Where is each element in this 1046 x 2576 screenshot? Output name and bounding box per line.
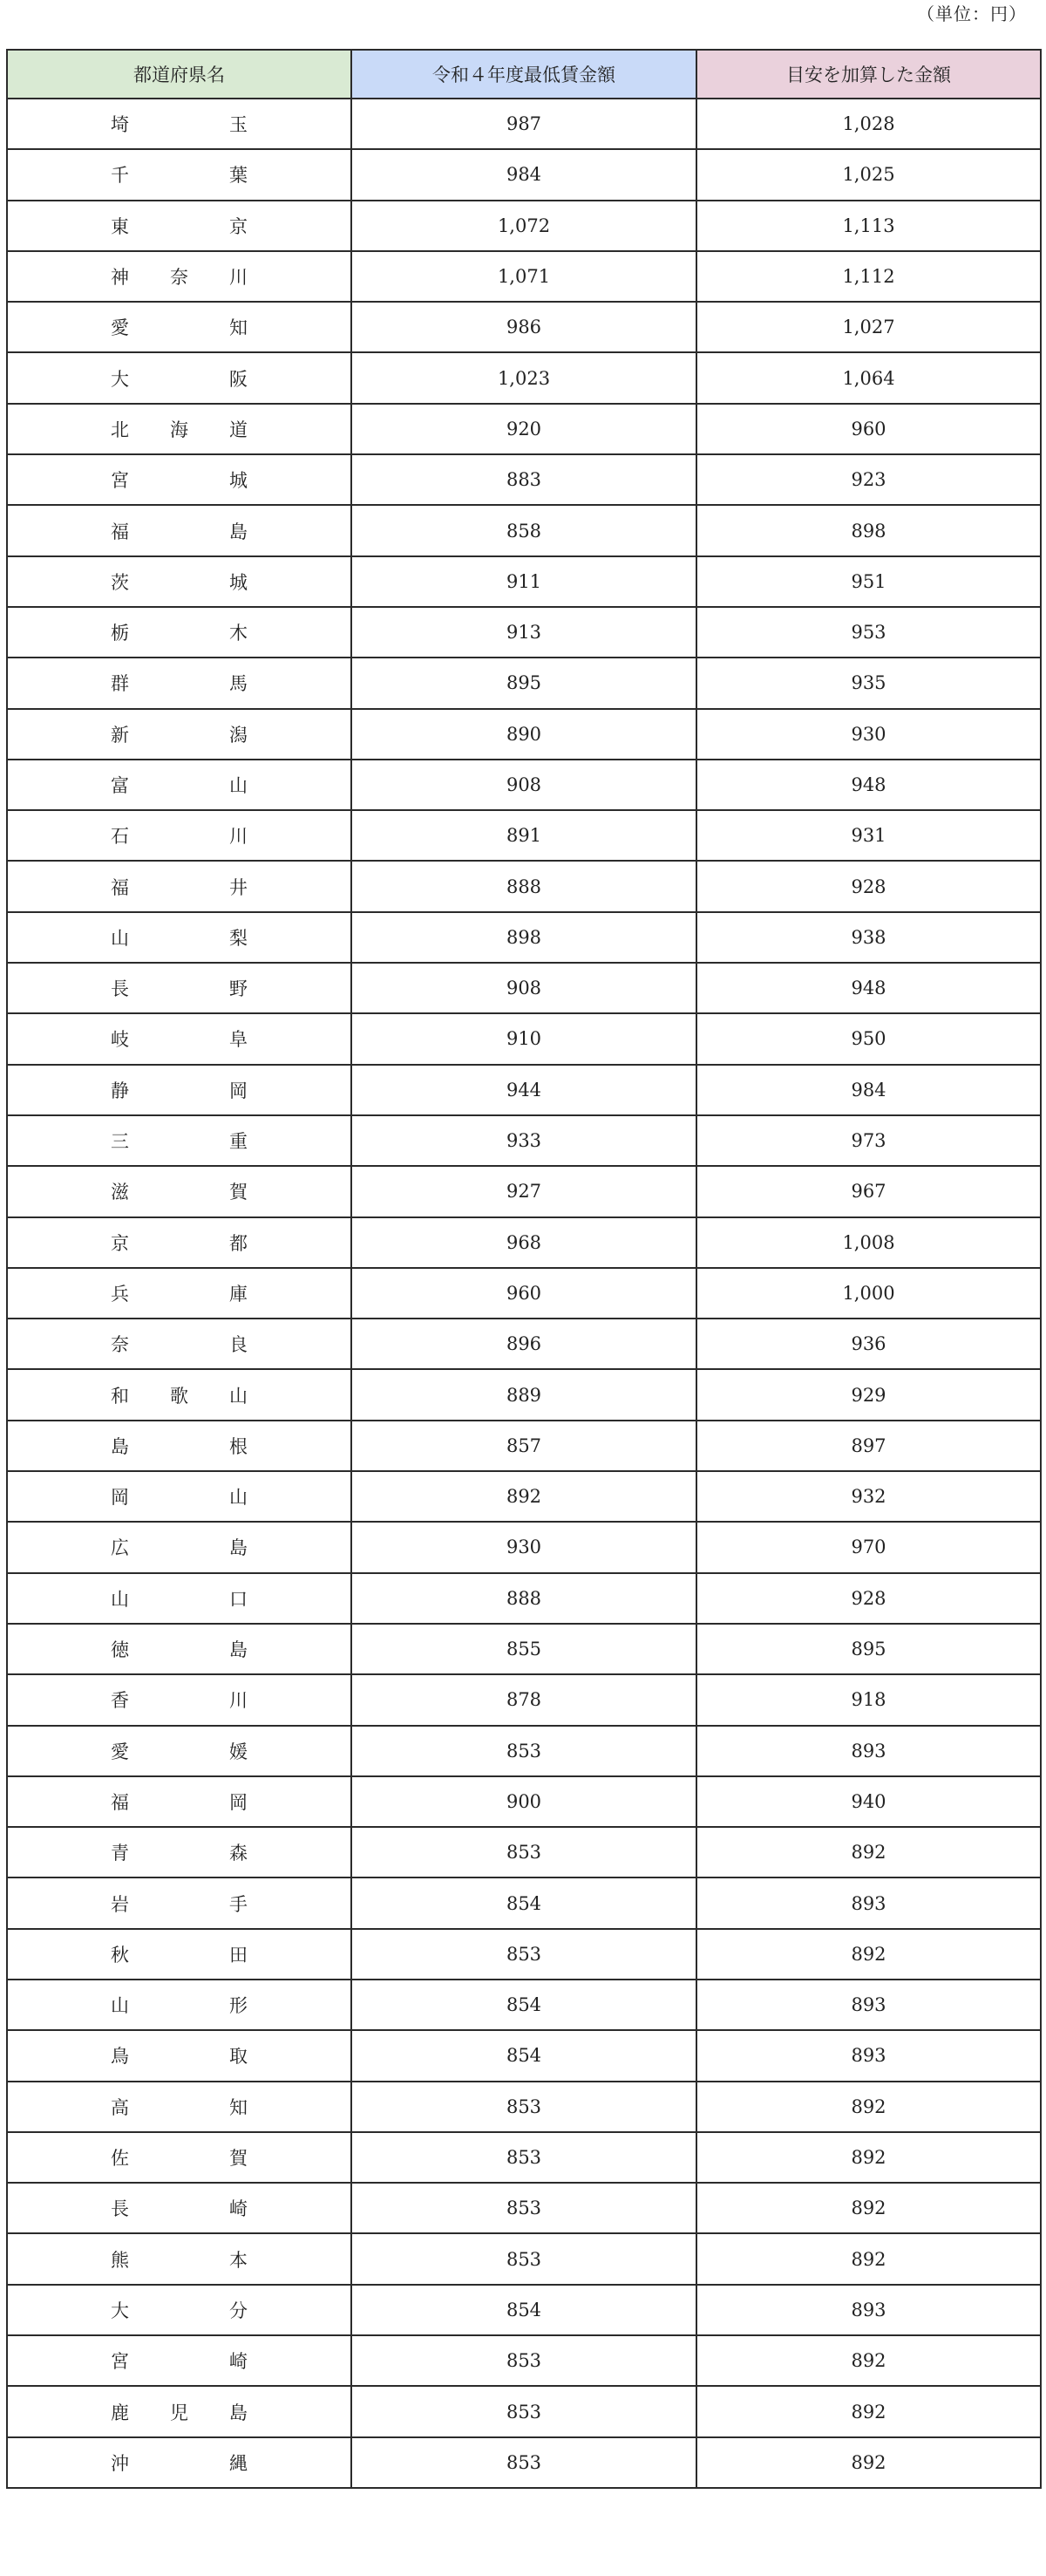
prefecture-name: 大 分 — [111, 2300, 248, 2321]
cell-with-target: 948 — [696, 760, 1041, 810]
table-row — [7, 251, 1041, 302]
cell-prefecture — [7, 1013, 351, 1064]
cell-with-target: 938 — [696, 912, 1041, 963]
table-row — [7, 709, 1041, 760]
table-row — [7, 1522, 1041, 1572]
prefecture-name: 山 形 — [111, 1995, 248, 2017]
prefecture-name: 京 都 — [111, 1232, 248, 1254]
cell-min-wage: 895 — [351, 658, 696, 708]
cell-with-target: 940 — [696, 1776, 1041, 1827]
prefecture-name: 島 根 — [111, 1435, 248, 1457]
cell-min-wage: 984 — [351, 149, 696, 200]
cell-prefecture — [7, 2437, 351, 2488]
cell-prefecture — [7, 1726, 351, 1776]
cell-with-target: 936 — [696, 1319, 1041, 1369]
cell-prefecture — [7, 2285, 351, 2335]
prefecture-name: 岡 山 — [111, 1487, 248, 1509]
cell-prefecture — [7, 149, 351, 200]
table-row — [7, 1827, 1041, 1877]
prefecture-name: 秋 田 — [111, 1944, 248, 1966]
cell-prefecture — [7, 201, 351, 251]
prefecture-name: 徳 島 — [111, 1639, 248, 1661]
prefecture-name: 栃 木 — [111, 623, 248, 644]
cell-min-wage: 853 — [351, 2132, 696, 2183]
prefecture-name: 新 潟 — [111, 724, 248, 746]
cell-min-wage: 853 — [351, 1827, 696, 1877]
cell-prefecture — [7, 1877, 351, 1928]
cell-with-target: 918 — [696, 1674, 1041, 1725]
header-min-wage: 令和４年度最低賃金額 — [351, 50, 696, 99]
cell-min-wage: 1,072 — [351, 201, 696, 251]
cell-with-target: 892 — [696, 2335, 1041, 2386]
cell-min-wage: 927 — [351, 1166, 696, 1216]
cell-with-target: 892 — [696, 1929, 1041, 1980]
table-row — [7, 1217, 1041, 1268]
cell-prefecture — [7, 709, 351, 760]
cell-min-wage: 900 — [351, 1776, 696, 1827]
table-row — [7, 149, 1041, 200]
table-row — [7, 2386, 1041, 2436]
prefecture-name: 埼 玉 — [111, 114, 248, 136]
cell-min-wage: 853 — [351, 2437, 696, 2488]
prefecture-name: 富 山 — [111, 775, 248, 796]
table-row — [7, 99, 1041, 149]
prefecture-name: 香 川 — [111, 1690, 248, 1712]
cell-prefecture — [7, 505, 351, 555]
cell-prefecture — [7, 1776, 351, 1827]
table-row — [7, 912, 1041, 963]
table-row — [7, 1115, 1041, 1166]
prefecture-name: 宮 城 — [111, 470, 248, 492]
cell-prefecture — [7, 1268, 351, 1319]
prefecture-name: 愛 知 — [111, 317, 248, 339]
prefecture-name: 岐 阜 — [111, 1029, 248, 1051]
prefecture-name: 山 口 — [111, 1588, 248, 1610]
cell-prefecture — [7, 1980, 351, 2030]
prefecture-name: 沖 縄 — [111, 2452, 248, 2474]
cell-min-wage: 854 — [351, 2285, 696, 2335]
prefecture-name: 愛 媛 — [111, 1741, 248, 1762]
cell-with-target: 893 — [696, 1980, 1041, 2030]
cell-min-wage: 857 — [351, 1421, 696, 1471]
cell-prefecture — [7, 1115, 351, 1166]
cell-with-target: 953 — [696, 607, 1041, 658]
cell-min-wage: 853 — [351, 1726, 696, 1776]
prefecture-name: 岩 手 — [111, 1893, 248, 1915]
table-header — [7, 50, 1041, 99]
cell-prefecture — [7, 760, 351, 810]
cell-with-target: 892 — [696, 2183, 1041, 2233]
cell-with-target: 893 — [696, 1877, 1041, 1928]
cell-min-wage: 986 — [351, 302, 696, 352]
cell-min-wage: 858 — [351, 505, 696, 555]
cell-min-wage: 883 — [351, 454, 696, 505]
table-row — [7, 1980, 1041, 2030]
cell-prefecture — [7, 1624, 351, 1674]
cell-prefecture — [7, 1827, 351, 1877]
cell-min-wage: 889 — [351, 1369, 696, 1420]
cell-prefecture — [7, 2030, 351, 2081]
table-row — [7, 2183, 1041, 2233]
cell-prefecture — [7, 1319, 351, 1369]
cell-with-target: 960 — [696, 404, 1041, 454]
cell-min-wage: 933 — [351, 1115, 696, 1166]
prefecture-name: 滋 賀 — [111, 1182, 248, 1203]
table-row — [7, 2030, 1041, 2081]
cell-min-wage: 944 — [351, 1065, 696, 1115]
cell-with-target: 1,008 — [696, 1217, 1041, 1268]
cell-prefecture — [7, 2082, 351, 2132]
cell-with-target: 892 — [696, 1827, 1041, 1877]
table-row — [7, 1674, 1041, 1725]
prefecture-name: 神 奈 川 — [111, 267, 248, 289]
cell-prefecture — [7, 251, 351, 302]
prefecture-name: 北 海 道 — [111, 419, 248, 440]
cell-min-wage: 913 — [351, 607, 696, 658]
cell-with-target: 935 — [696, 658, 1041, 708]
prefecture-name: 奈 良 — [111, 1334, 248, 1356]
cell-prefecture — [7, 607, 351, 658]
cell-prefecture — [7, 99, 351, 149]
prefecture-name: 熊 本 — [111, 2249, 248, 2271]
prefecture-name: 青 森 — [111, 1843, 248, 1864]
table-row — [7, 1268, 1041, 1319]
cell-min-wage: 853 — [351, 2386, 696, 2436]
cell-with-target: 897 — [696, 1421, 1041, 1471]
cell-min-wage: 853 — [351, 2335, 696, 2386]
prefecture-name: 和 歌 山 — [111, 1385, 248, 1407]
cell-prefecture — [7, 810, 351, 861]
cell-with-target: 930 — [696, 709, 1041, 760]
cell-min-wage: 908 — [351, 760, 696, 810]
table-row — [7, 2132, 1041, 2183]
cell-prefecture — [7, 1573, 351, 1624]
table-row — [7, 760, 1041, 810]
cell-min-wage: 853 — [351, 2082, 696, 2132]
cell-prefecture — [7, 352, 351, 403]
prefecture-name: 山 梨 — [111, 927, 248, 949]
cell-with-target: 893 — [696, 2030, 1041, 2081]
cell-prefecture — [7, 1065, 351, 1115]
minimum-wage-table — [6, 49, 1042, 2489]
prefecture-name: 鹿 児 島 — [111, 2402, 248, 2423]
table-row — [7, 1166, 1041, 1216]
cell-min-wage: 987 — [351, 99, 696, 149]
prefecture-name: 石 川 — [111, 826, 248, 848]
header-prefecture: 都道府県名 — [7, 50, 351, 99]
prefecture-name: 三 重 — [111, 1131, 248, 1153]
cell-prefecture — [7, 912, 351, 963]
cell-with-target: 950 — [696, 1013, 1041, 1064]
cell-prefecture — [7, 2386, 351, 2436]
cell-with-target: 973 — [696, 1115, 1041, 1166]
cell-with-target: 1,112 — [696, 251, 1041, 302]
cell-min-wage: 854 — [351, 1980, 696, 2030]
table-body — [7, 99, 1041, 2488]
table-row — [7, 2285, 1041, 2335]
cell-with-target: 892 — [696, 2386, 1041, 2436]
prefecture-name: 静 岡 — [111, 1080, 248, 1101]
cell-min-wage: 888 — [351, 861, 696, 911]
table-row — [7, 810, 1041, 861]
cell-prefecture — [7, 1674, 351, 1725]
table-row — [7, 861, 1041, 911]
prefecture-name: 福 岡 — [111, 1791, 248, 1813]
cell-min-wage: 1,023 — [351, 352, 696, 403]
cell-prefecture — [7, 658, 351, 708]
cell-with-target: 1,025 — [696, 149, 1041, 200]
cell-min-wage: 853 — [351, 2183, 696, 2233]
cell-with-target: 893 — [696, 2285, 1041, 2335]
cell-with-target: 923 — [696, 454, 1041, 505]
cell-min-wage: 853 — [351, 1929, 696, 1980]
cell-min-wage: 878 — [351, 1674, 696, 1725]
cell-prefecture — [7, 963, 351, 1013]
table-row — [7, 2233, 1041, 2284]
cell-min-wage: 854 — [351, 1877, 696, 1928]
cell-with-target: 1,064 — [696, 352, 1041, 403]
cell-with-target: 951 — [696, 556, 1041, 607]
cell-with-target: 893 — [696, 1726, 1041, 1776]
cell-with-target: 928 — [696, 1573, 1041, 1624]
cell-prefecture — [7, 2132, 351, 2183]
cell-with-target: 929 — [696, 1369, 1041, 1420]
table-row — [7, 1776, 1041, 1827]
cell-prefecture — [7, 2233, 351, 2284]
table-row — [7, 2082, 1041, 2132]
cell-min-wage: 930 — [351, 1522, 696, 1572]
cell-prefecture — [7, 2183, 351, 2233]
cell-min-wage: 888 — [351, 1573, 696, 1624]
cell-prefecture — [7, 1166, 351, 1216]
cell-with-target: 932 — [696, 1471, 1041, 1522]
prefecture-name: 大 阪 — [111, 368, 248, 390]
prefecture-name: 鳥 取 — [111, 2046, 248, 2068]
cell-with-target: 898 — [696, 505, 1041, 555]
prefecture-name: 広 島 — [111, 1537, 248, 1559]
table-row — [7, 1624, 1041, 1674]
cell-with-target: 1,027 — [696, 302, 1041, 352]
cell-with-target: 892 — [696, 2132, 1041, 2183]
unit-label: （単位：円） — [917, 3, 1027, 24]
prefecture-name: 群 馬 — [111, 673, 248, 695]
table-row — [7, 454, 1041, 505]
prefecture-name: 高 知 — [111, 2096, 248, 2118]
prefecture-name: 佐 賀 — [111, 2148, 248, 2170]
table-row — [7, 1471, 1041, 1522]
table-row — [7, 1319, 1041, 1369]
prefecture-name: 宮 崎 — [111, 2351, 248, 2373]
cell-prefecture — [7, 1369, 351, 1420]
cell-prefecture — [7, 1471, 351, 1522]
table-row — [7, 352, 1041, 403]
prefecture-name: 福 島 — [111, 521, 248, 542]
table-row — [7, 1421, 1041, 1471]
cell-min-wage: 896 — [351, 1319, 696, 1369]
table-row — [7, 658, 1041, 708]
cell-with-target: 967 — [696, 1166, 1041, 1216]
prefecture-name: 長 崎 — [111, 2198, 248, 2220]
table-row — [7, 1369, 1041, 1420]
cell-min-wage: 911 — [351, 556, 696, 607]
cell-min-wage: 968 — [351, 1217, 696, 1268]
cell-with-target: 1,113 — [696, 201, 1041, 251]
table-row — [7, 302, 1041, 352]
table-row — [7, 1877, 1041, 1928]
cell-with-target: 928 — [696, 861, 1041, 911]
cell-prefecture — [7, 1522, 351, 1572]
prefecture-name: 兵 庫 — [111, 1283, 248, 1305]
table-row — [7, 1573, 1041, 1624]
cell-min-wage: 910 — [351, 1013, 696, 1064]
cell-with-target: 1,028 — [696, 99, 1041, 149]
table-row — [7, 404, 1041, 454]
cell-min-wage: 960 — [351, 1268, 696, 1319]
cell-with-target: 892 — [696, 2233, 1041, 2284]
table-row — [7, 505, 1041, 555]
table-row — [7, 607, 1041, 658]
cell-min-wage: 853 — [351, 2233, 696, 2284]
table-row — [7, 1013, 1041, 1064]
cell-with-target: 892 — [696, 2082, 1041, 2132]
table-row — [7, 2335, 1041, 2386]
table-row — [7, 1065, 1041, 1115]
cell-with-target: 970 — [696, 1522, 1041, 1572]
header-row — [7, 50, 1041, 99]
cell-prefecture — [7, 1217, 351, 1268]
cell-with-target: 948 — [696, 963, 1041, 1013]
cell-prefecture — [7, 556, 351, 607]
prefecture-name: 茨 城 — [111, 571, 248, 593]
cell-prefecture — [7, 1421, 351, 1471]
cell-prefecture — [7, 404, 351, 454]
cell-min-wage: 920 — [351, 404, 696, 454]
table-row — [7, 201, 1041, 251]
prefecture-name: 長 野 — [111, 978, 248, 1000]
prefecture-name: 千 葉 — [111, 165, 248, 187]
cell-prefecture — [7, 861, 351, 911]
cell-prefecture — [7, 2335, 351, 2386]
cell-prefecture — [7, 302, 351, 352]
cell-min-wage: 891 — [351, 810, 696, 861]
table-row — [7, 1726, 1041, 1776]
table-row — [7, 1929, 1041, 1980]
cell-min-wage: 908 — [351, 963, 696, 1013]
cell-with-target: 892 — [696, 2437, 1041, 2488]
table-row — [7, 2437, 1041, 2488]
cell-prefecture — [7, 454, 351, 505]
cell-with-target: 931 — [696, 810, 1041, 861]
table-row — [7, 556, 1041, 607]
cell-min-wage: 855 — [351, 1624, 696, 1674]
cell-min-wage: 890 — [351, 709, 696, 760]
cell-with-target: 1,000 — [696, 1268, 1041, 1319]
cell-min-wage: 1,071 — [351, 251, 696, 302]
cell-prefecture — [7, 1929, 351, 1980]
cell-min-wage: 898 — [351, 912, 696, 963]
header-with-target: 目安を加算した金額 — [696, 50, 1041, 99]
cell-with-target: 895 — [696, 1624, 1041, 1674]
cell-min-wage: 854 — [351, 2030, 696, 2081]
table-row — [7, 963, 1041, 1013]
cell-with-target: 984 — [696, 1065, 1041, 1115]
prefecture-name: 福 井 — [111, 876, 248, 898]
cell-min-wage: 892 — [351, 1471, 696, 1522]
prefecture-name: 東 京 — [111, 215, 248, 237]
